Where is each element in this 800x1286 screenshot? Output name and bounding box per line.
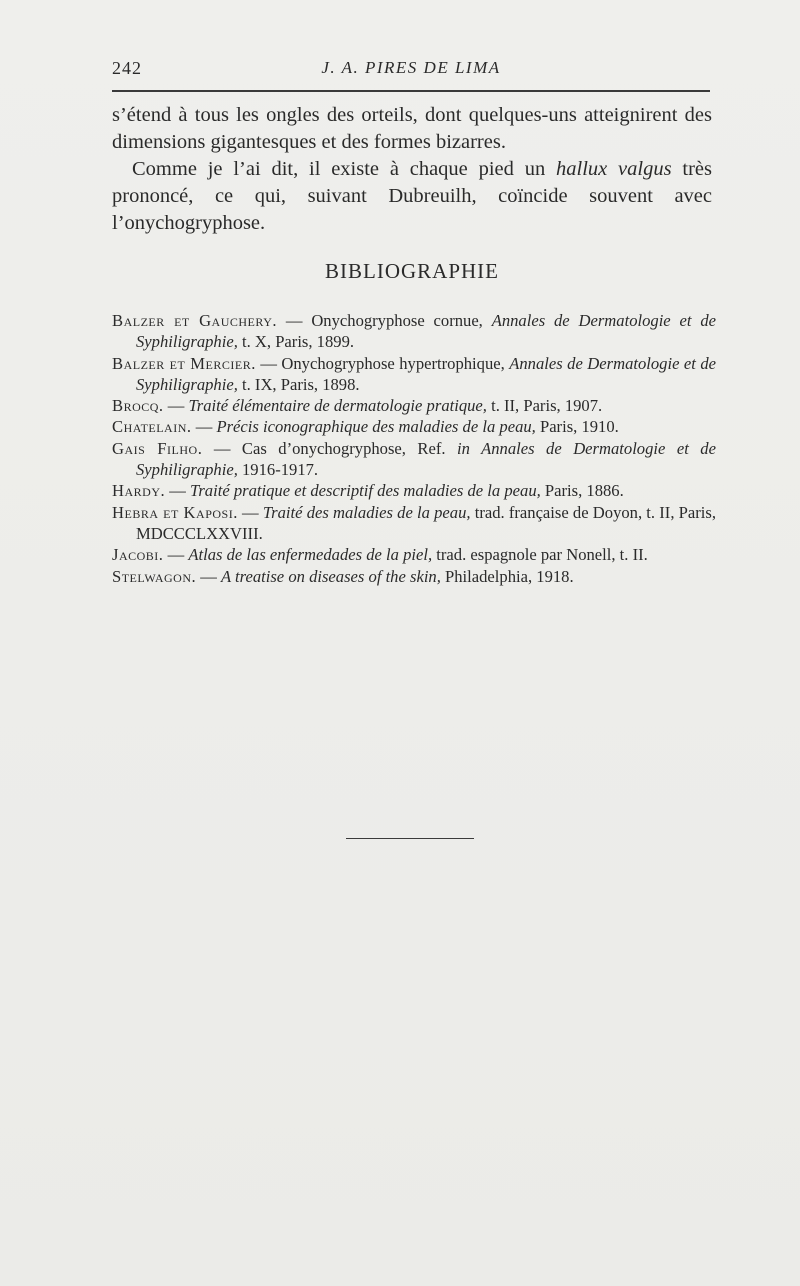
- entry-author: Balzer et Gauchery.: [112, 311, 278, 330]
- running-head: J. A. PIRES DE LIMA: [321, 58, 501, 77]
- entry-details: t. II, Paris, 1907.: [486, 396, 603, 416]
- bibliography-entry: [112, 566, 716, 587]
- entry-author: Gais Filho.: [112, 438, 203, 458]
- body-text: [112, 102, 712, 237]
- bibliography-entry: [112, 310, 716, 353]
- entry-separator: —: [165, 481, 191, 501]
- entry-details: Philadelphia, 1918.: [440, 566, 574, 586]
- bibliography-title: BIBLIOGRAPHIE: [325, 259, 499, 283]
- entry-author: Stelwagon.: [112, 566, 197, 586]
- entry-title: in Annales de Dermatologie et de Syphiligraphie,: [136, 438, 716, 480]
- entry-details: trad. française de Doyon, t. II, Paris, MDCCCLXXVIII.: [136, 502, 717, 543]
- entry-separator: —: [202, 438, 242, 458]
- bibliography-entry: [112, 416, 716, 437]
- entry-author: Hebra et Kaposi.: [112, 502, 238, 522]
- page-number: 242: [112, 58, 142, 78]
- entry-author: Jacobi.: [112, 545, 164, 565]
- entry-title: Annales de Dermatologie et de Syphiligraphie,: [136, 311, 716, 352]
- entry-details: Paris, 1910.: [535, 417, 619, 437]
- entry-separator: —: [163, 545, 189, 565]
- entry-text: Onychogryphose cornue,: [311, 311, 492, 330]
- entry-separator: —: [237, 502, 263, 522]
- entry-author: Hardy.: [112, 481, 166, 501]
- entry-details: trad. espagnole par Nonell, t. II.: [432, 545, 648, 565]
- entry-separator: —: [191, 417, 217, 437]
- entry-title: Traité élémentaire de dermatologie pratique,: [188, 396, 487, 416]
- entry-text: Onychogryphose hypertrophique,: [281, 353, 510, 373]
- bibliography-entry: [112, 544, 716, 565]
- entry-author: Brocq.: [112, 396, 164, 416]
- entry-text: Cas d’onychogryphose, Ref.: [241, 438, 458, 458]
- entry-details: t. IX, Paris, 1898.: [237, 374, 360, 394]
- paragraph-text-end: très prononcé, ce qui, suivant Dubreuilh, coïncide souvent avec l’onychogryphose.: [112, 158, 712, 234]
- entry-separator: —: [196, 566, 222, 586]
- bibliography-entry: [112, 502, 716, 545]
- header-rule: [112, 90, 710, 92]
- end-rule: [346, 838, 474, 839]
- entry-details: Paris, 1886.: [540, 481, 624, 501]
- entry-details: t. X, Paris, 1899.: [237, 332, 355, 352]
- entry-title: Atlas de las enfermedades de la piel,: [188, 545, 433, 565]
- paragraph-hallux-valgus: [112, 156, 712, 237]
- page-header: [112, 58, 710, 84]
- entry-separator: —: [277, 311, 312, 330]
- entry-separator: —: [163, 396, 189, 416]
- entry-title: Annales de Dermatologie et de Syphiligraphie,: [136, 353, 717, 394]
- paragraph-text-start: Comme je l’ai dit, il existe à chaque pied un: [132, 158, 556, 180]
- bibliography-entry: [112, 480, 716, 501]
- entry-author: Chatelain.: [112, 417, 192, 437]
- bibliography-entry: [112, 353, 716, 396]
- entry-separator: —: [255, 353, 282, 373]
- entry-details: 1916-1917.: [237, 460, 319, 480]
- bibliography-entry: [112, 395, 716, 416]
- entry-title: Précis iconographique des maladies de la peau,: [216, 417, 536, 437]
- entry-title: Traité des maladies de la peau,: [262, 502, 471, 522]
- entry-title: A treatise on diseases of the skin,: [221, 566, 441, 586]
- bibliography-entry: [112, 438, 716, 481]
- entry-title: Traité pratique et descriptif des maladies de la peau,: [190, 481, 541, 501]
- entry-author: Balzer et Mercier.: [112, 353, 256, 373]
- paragraph-continuation: s’étend à tous les ongles des orteils, dont quelques-uns atteignirent des dimensions gigantesques et des formes bizarres.: [112, 104, 712, 153]
- paragraph-italic-term: hallux valgus: [556, 158, 672, 180]
- bibliography-list: [112, 310, 716, 587]
